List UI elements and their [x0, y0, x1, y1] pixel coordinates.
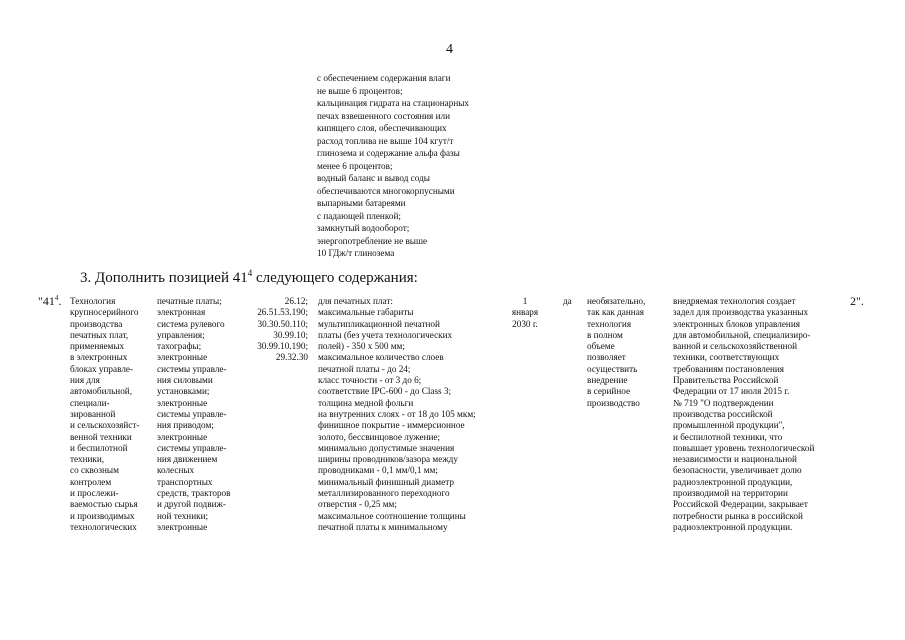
cell-line: внедрение	[587, 375, 628, 386]
col-requirements	[318, 296, 476, 533]
cell-line: 26.12;	[284, 296, 308, 306]
cell-line: осуществить	[587, 363, 638, 374]
cell-line: венной техники	[70, 431, 132, 442]
cell-line: средств, тракторов	[157, 488, 231, 499]
col-technology-name	[70, 296, 139, 533]
cell-line: транспортных	[157, 476, 213, 487]
heading-sup: 4	[247, 268, 253, 278]
cell-line: электронные	[157, 431, 208, 442]
col-okpd-codes	[244, 296, 308, 364]
cell-line: система рулевого	[157, 318, 225, 329]
cell-line: безопасности, увеличивает долю	[673, 465, 802, 476]
cell-line: системы управле-	[157, 408, 227, 419]
cell-line: зированной	[70, 408, 116, 419]
cell-line: финишное покрытие - иммерсионное	[318, 420, 465, 431]
cell-line: автомобильной,	[70, 386, 132, 397]
cell-line: блоках управле-	[70, 363, 134, 374]
cell-line: ванной и сельскохозяйственной	[673, 341, 798, 352]
cell-line: ваемостью сырья	[70, 499, 138, 510]
text-line: энергопотребление не выше	[317, 235, 428, 246]
cell-line: для печатных плат:	[318, 296, 393, 306]
cell-line: электронные	[157, 521, 208, 532]
cell-line: радиоэлектронной продукции,	[673, 476, 793, 487]
cell-line: тахографы;	[157, 341, 202, 352]
cell-line: печатной платы - до 24;	[318, 363, 411, 374]
cell-line: технология	[587, 318, 632, 329]
cell-line: максимальное соотношение толщины	[318, 510, 466, 521]
cell-line: ной техники;	[157, 510, 209, 521]
position-dot: .	[58, 294, 62, 308]
cell-line: № 719 "О подтверждении	[673, 397, 774, 408]
cell-line: 30.30.50.110;	[257, 318, 308, 329]
cell-line: ния приводом;	[157, 420, 214, 431]
cell-line: Правительства Российской	[673, 375, 779, 386]
cell-line: полей) - 350 х 500 мм;	[318, 341, 405, 352]
cell-line: в полном	[587, 329, 623, 340]
col-date	[502, 296, 548, 330]
cell-line: ния для	[70, 375, 100, 386]
cell-line: электронные	[157, 352, 208, 363]
cell-line: управления;	[157, 329, 205, 340]
cell-line: применяемых	[70, 341, 125, 352]
page-number: 4	[446, 42, 453, 57]
section-heading	[80, 268, 418, 287]
cell-line: января	[511, 307, 539, 318]
continuation-text	[317, 72, 469, 260]
cell-line: и производимых	[70, 510, 135, 521]
cell-line: так как данная	[587, 307, 645, 318]
text-line: с падающей пленкой;	[317, 210, 401, 221]
cell-line: потребности рынка в российской	[673, 510, 803, 521]
position-prefix: "41	[38, 294, 55, 308]
cell-line: электронных блоков управления	[673, 318, 800, 329]
cell-line: задел для производства указанных	[673, 307, 809, 318]
cell-line: требованиям постановления	[673, 363, 785, 374]
cell-line: техники,	[70, 454, 105, 465]
text-line: кипящего слоя, обеспечивающих	[317, 123, 447, 133]
cell-line: ния движением	[157, 454, 218, 465]
cell-line: и прослежи-	[70, 488, 119, 499]
cell-line: минимально допустимые значения	[318, 442, 455, 453]
cell-line: техники, соответствующих	[673, 352, 780, 363]
cell-line: системы управле-	[157, 442, 227, 453]
cell-line: в электронных	[70, 352, 128, 363]
text-line: печах взвешенного состояния или	[317, 110, 450, 121]
cell-line: на внутренних слоях - от 18 до 105 мкм;	[318, 408, 476, 419]
cell-line: со сквозным	[70, 465, 119, 476]
cell-line: и другой подвиж-	[157, 499, 226, 510]
cell-line: радиоэлектронной продукции.	[673, 521, 793, 532]
cell-line: повышает уровень технологической	[673, 442, 815, 453]
cell-line: минимальный финишный диаметр	[318, 476, 454, 487]
cell-line: ния силовыми	[157, 375, 213, 386]
cell-line: промышленной продукции",	[673, 420, 785, 431]
heading-post: следующего содержания:	[252, 270, 418, 286]
heading-pre: 3. Дополнить позицией 41	[80, 270, 248, 286]
cell-line: печатные платы;	[157, 296, 222, 306]
col-products	[157, 296, 230, 533]
cell-line: отверстия - 0,25 мм;	[318, 499, 397, 510]
closing-quote: 2".	[850, 294, 864, 308]
cell-line: проводниками - 0,1 мм/0,1 мм;	[318, 465, 438, 476]
cell-line: необязательно,	[587, 296, 646, 306]
col-justification	[673, 296, 814, 533]
cell-line: 1	[522, 296, 528, 306]
cell-line: производства российской	[673, 408, 773, 419]
col-note	[587, 296, 645, 409]
text-line: с обеспечением содержания влаги	[317, 73, 451, 83]
cell-line: Технология	[70, 296, 116, 306]
cell-line: да	[563, 296, 572, 306]
cell-line: внедряемая технология создает	[673, 296, 796, 306]
cell-line: технологических	[70, 521, 137, 532]
cell-line: электронная	[157, 307, 206, 318]
cell-line: платы (без учета технологических	[318, 329, 453, 340]
text-line: водный баланс и вывод соды	[317, 173, 430, 183]
position-sup: 4	[54, 294, 59, 302]
cell-line: печатной платы к минимальному	[318, 521, 448, 532]
cell-line: золото, бессвинцовое лужение;	[318, 431, 441, 442]
cell-line: соответствие IPC-600 - до Class 3;	[318, 386, 452, 397]
cell-line: 30.99.10.190;	[257, 341, 308, 352]
cell-line: производства	[70, 318, 123, 329]
cell-line: толщина медной фольги	[318, 397, 414, 408]
cell-line: металлизированного переходного	[318, 488, 450, 499]
cell-line: и беспилотной	[70, 442, 128, 453]
text-line: глинозема и содержание альфа фазы	[317, 148, 460, 158]
cell-line: 29.32.30	[275, 352, 308, 363]
cell-line: производимой на территории	[673, 488, 788, 499]
cell-line: системы управле-	[157, 363, 227, 374]
cell-line: 26.51.53.190;	[257, 307, 308, 318]
position-number	[38, 294, 61, 309]
cell-line: крупносерийного	[70, 307, 139, 318]
cell-line: максимальное количество слоев	[318, 352, 444, 363]
cell-line: электронные	[157, 397, 208, 408]
cell-line: класс точности - от 3 до 6;	[318, 375, 422, 386]
cell-line: производство	[587, 397, 640, 408]
text-line: кальцинация гидрата на стационарных	[317, 98, 470, 108]
text-line: 10 ГДж/т глинозема	[317, 248, 395, 258]
cell-line: и беспилотной техники, что	[673, 431, 783, 442]
text-line: замкнутый водооборот;	[317, 223, 410, 233]
cell-line: ширины проводников/зазора между	[318, 454, 458, 465]
cell-line: печатных плат,	[70, 329, 129, 340]
cell-line: колесных	[157, 465, 195, 476]
cell-line: контролем	[70, 476, 112, 487]
cell-line: 2030 г.	[512, 318, 538, 329]
text-line: выпарными батареями	[317, 198, 406, 208]
cell-line: в серийное	[587, 386, 631, 397]
text-line: менее 6 процентов;	[317, 160, 393, 171]
cell-line: 30.99.10;	[273, 329, 308, 340]
text-line: не выше 6 процентов;	[317, 85, 403, 96]
cell-line: специали-	[70, 397, 110, 408]
cell-line: независимости и национальной	[673, 454, 797, 465]
cell-line: максимальные габариты	[318, 307, 414, 318]
cell-line: Федерации от 17 июля 2015 г.	[673, 386, 790, 397]
col-yes	[563, 296, 572, 307]
cell-line: для автомобильной, специализиро-	[673, 329, 811, 340]
cell-line: мультипликационной печатной	[318, 318, 440, 329]
cell-line: установками;	[157, 386, 210, 397]
text-line: расход топлива не выше 104 кгут/т	[317, 135, 454, 146]
cell-line: объеме	[587, 341, 615, 352]
cell-line: и сельскохозяйст-	[70, 420, 140, 431]
cell-line: Российской Федерации, закрывает	[673, 499, 808, 510]
text-line: обеспечиваются многокорпусными	[317, 185, 455, 196]
cell-line: позволяет	[587, 352, 626, 363]
